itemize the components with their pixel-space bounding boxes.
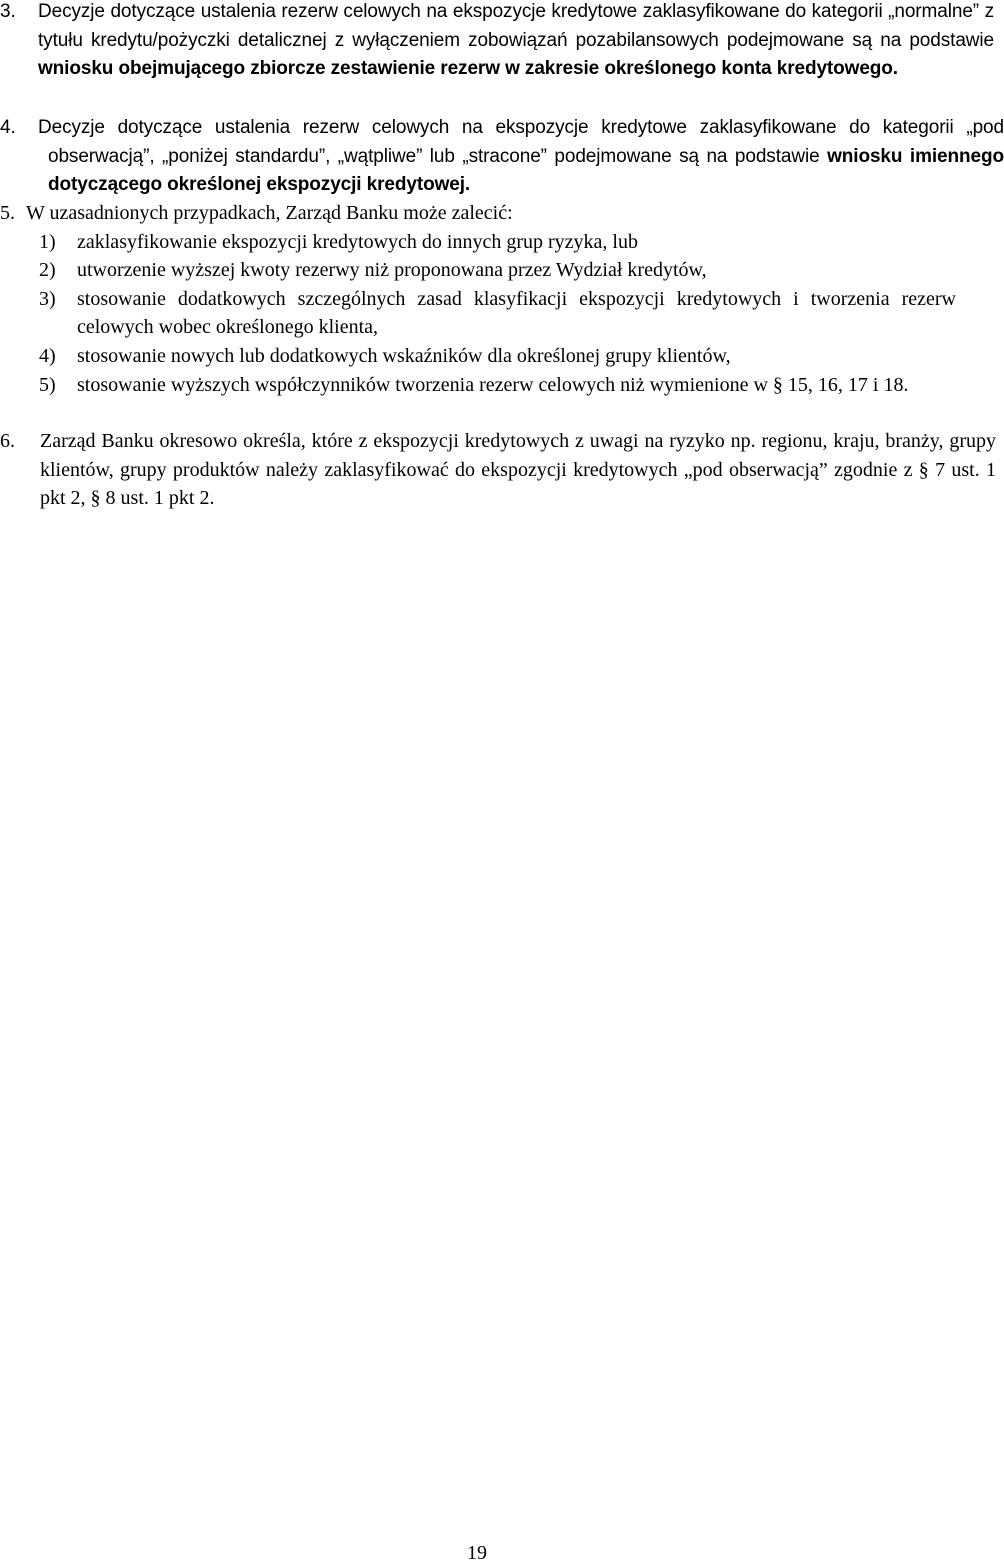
paragraph-number: 4. (0, 117, 16, 138)
list-item-number: 3) (39, 287, 56, 310)
list-item-number: 2) (39, 259, 56, 282)
paragraph-number: 3. (0, 1, 16, 22)
list-item (0, 342, 956, 371)
paragraph-text: Decyzje dotyczące ustalenia rezerw celowych na ekspozycje kredytowe zaklasyfikowane do kategorii „pod obserwacją”, „poniżej standardu”, „wątpliwe” lub „stracone” podejmowane są na podstawie (38, 117, 1004, 167)
list-item (0, 371, 956, 400)
list-item (0, 228, 956, 257)
list-item-text: zaklasyfikowanie ekspozycji kredytowych do innych grup ryzyka, lub (77, 230, 638, 253)
list-item-text: stosowanie wyższych współczynników tworzenia rezerw celowych niż wymienione w § 15, 16, 17 i 18. (77, 373, 909, 396)
list-item-text: utworzenie wyższej kwoty rezerwy niż proponowana przez Wydział kredytów, (77, 259, 707, 282)
paragraph-text: Decyzje dotyczące ustalenia rezerw celowych na ekspozycje kredytowe zaklasyfikowane do kategorii „normalne” z tytułu kredytu/pożyczki detalicznej z wyłączeniem zobowiązań pozabilansowych podejmowane są na podstawie (38, 1, 994, 51)
paragraph-5 (0, 199, 956, 399)
list-item-number: 5) (39, 373, 56, 396)
page-number: 19 (467, 1542, 487, 1564)
list-item-number: 4) (39, 344, 56, 367)
list-item-text: stosowanie dodatkowych szczególnych zasad klasyfikacji ekspozycji kredytowych i tworzenia rezerw celowych wobec określonego klienta, (77, 287, 956, 339)
subitem-list (0, 228, 956, 400)
paragraph-3 (0, 0, 994, 84)
paragraph-text: W uzasadnionych przypadkach, Zarząd Banku może zalecić: (26, 202, 513, 224)
list-item-text: stosowanie nowych lub dodatkowych wskaźników dla określonej grupy klientów, (77, 344, 731, 367)
paragraph-6 (0, 427, 996, 513)
list-item (0, 256, 956, 285)
list-item (0, 285, 956, 342)
paragraph-bold-text: wniosku imiennego dotyczącego określonej ekspozycji kredytowej. (48, 145, 1004, 196)
list-item-number: 1) (39, 230, 56, 253)
paragraph-5-intro (0, 199, 956, 228)
paragraph-text: Zarząd Banku okresowo określa, które z ekspozycji kredytowych z uwagi na ryzyko np. regionu, kraju, branży, grupy klientów, grupy produktów należy zaklasyfikować do ekspozycji kredytowych „pod obserwacją” zgodnie z § 7 ust. 1 pkt 2, § 8 ust. 1 pkt 2. (40, 430, 996, 510)
paragraph-4 (0, 114, 1004, 200)
paragraph-bold-text: wniosku obejmującego zbiorcze zestawienie rezerw w zakresie określonego konta kredytowego. (38, 58, 898, 80)
paragraph-number: 5. (0, 202, 15, 224)
paragraph-number: 6. (0, 430, 15, 452)
